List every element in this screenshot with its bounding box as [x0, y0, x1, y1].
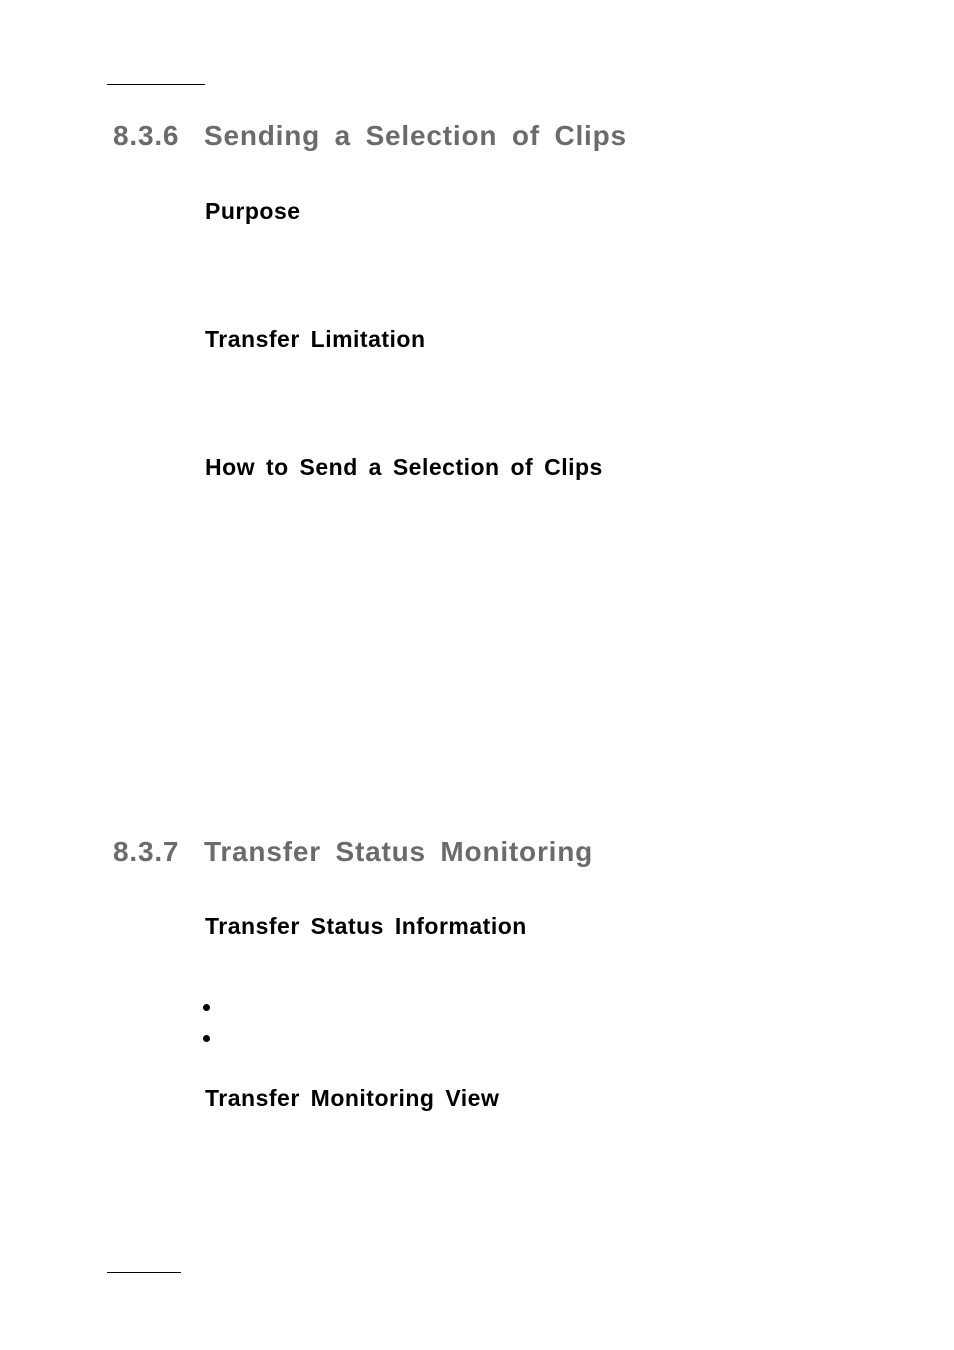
- subheading-transfer-limitation: Transfer Limitation: [205, 326, 426, 352]
- section-number: 8.3.6: [113, 120, 180, 151]
- bullet-point: [203, 1004, 210, 1011]
- section-heading-8-3-7: [113, 838, 593, 866]
- section-title: Transfer Status Monitoring: [204, 836, 594, 867]
- subheading-purpose: Purpose: [205, 198, 301, 224]
- subheading-transfer-monitoring-view: Transfer Monitoring View: [205, 1085, 500, 1111]
- section-number: 8.3.7: [113, 836, 180, 867]
- subheading-how-to-send: How to Send a Selection of Clips: [205, 454, 603, 480]
- section-title: Sending a Selection of Clips: [204, 120, 627, 151]
- subheading-transfer-status-information: Transfer Status Information: [205, 913, 527, 939]
- header-rule: [107, 84, 205, 85]
- section-heading-8-3-6: [113, 122, 627, 150]
- bullet-point: [203, 1035, 210, 1042]
- footer-rule: [107, 1272, 181, 1273]
